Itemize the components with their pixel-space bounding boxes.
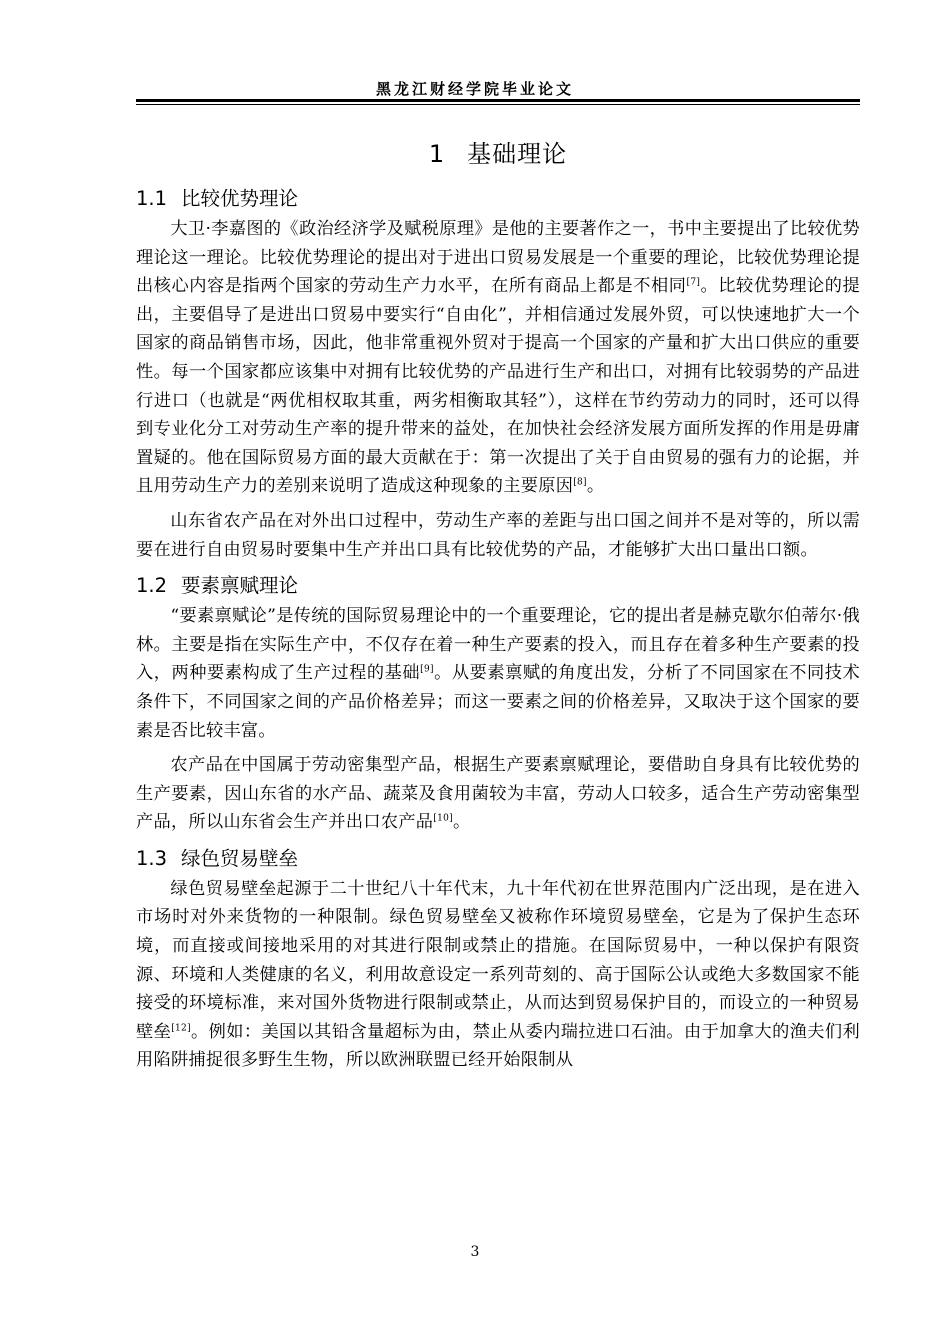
citation: [9] [420,664,434,675]
page-content [136,130,860,1081]
paragraph-text: 。 [452,812,471,833]
paragraph [136,875,860,1075]
section-heading-1-2 [136,570,860,602]
section-number: 1.3 [136,846,168,870]
paragraph-text: 农产品在中国属于劳动密集型产品，根据生产要素禀赋理论，要借助自身具有比较优势的生产要素，因山东省的水产品、蔬菜及食用菌较为丰富，劳动人口较多，适合生产劳动密集型产品，所以山东省会生产并出口农产品 [136,755,860,833]
section-number: 1.2 [136,574,168,598]
citation: [7] [686,277,701,288]
paragraph-text: “要素禀赋论”是传统的国际贸易理论中的一个重要理论，它的提出者是赫克歇尔伯蒂尔·俄林。主要是指在实际生产中，不仅存在着一种生产要素的投入，而且存在着多种生产要素的投入，两种要素构成了生产过程的基础 [136,606,860,684]
paragraph-text: 大卫·李嘉图的《政治经济学及赋税原理》是他的主要著作之一，书中主要提出了比较优势理论这一理论。比较优势理论的提出对于进出口贸易发展是一个重要的理论，比较优势理论提出核心内容是指两个国家的劳动生产力水平，在所有商品上都是不相同 [136,219,860,297]
section-number: 1.1 [136,187,168,210]
citation: [10] [433,813,453,824]
header-rule-thick [136,99,860,102]
section-title: 比较优势理论 [181,187,299,210]
paragraph [136,751,860,837]
paragraph-text: 。 [586,476,605,497]
chapter-title: 基础理论 [467,140,568,168]
page-number: 3 [470,1244,480,1260]
citation: [8] [573,477,587,488]
header-rule-thin [136,104,860,105]
paragraph: 山东省农产品在对外出口过程中，劳动生产率的差距与出口国之间并不是对等的，所以需要在进行自由贸易时要集中生产并出口具有比较优势的产品，才能够扩大出口量出口额。 [136,510,860,560]
section-title: 要素禀赋理论 [181,574,299,598]
paragraph-text: 。例如：美国以其铅含量超标为由，禁止从委内瑞拉进口石油。由于加拿大的渔夫们利用陷阱捕捉很多野生生物，所以欧洲联盟已经开始限制从 [136,1021,860,1071]
section-heading-1-1 [136,183,860,215]
paragraph-text: 。比较优势理论的提出，主要倡导了是进出口贸易中要实行“自由化”，并相信通过发展外贸，可以快速地扩大一个国家的商品销售市场，因此，他非常重视外贸对于提高一个国家的产量和扩大出口供应的重要性。每一个国家都应该集中对拥有比较优势的产品进行生产和出口，对拥有比较弱势的产品进行进口（也就是“两优相权取其重，两劣相衡取其轻”），这样在节约劳动力的同时，还可以得到专业化分工对劳动生产率的提升带来的益处，在加快社会经济发展方面所发挥的作用是毋庸置疑的。他在国际贸易方面的最大贡献在于：第一次提出了关于自由贸易的强有力的论据，并且用劳动生产力的差别来说明了造成这种现象的主要原因 [136,276,860,497]
paragraph-text: 绿色贸易壁垒起源于二十世纪八十年代末，九十年代初在世界范围内广泛出现，是在进入市场时对外来货物的一种限制。绿色贸易壁垒又被称作环境贸易壁垒，它是为了保护生态环境，而直接或间接地采用的对其进行限制或禁止的措施。在国际贸易中，一种以保护有限资源、环境和人类健康的名义，利用故意设定一系列苛刻的、高于国际公认或绝大多数国家不能接受的环境标准，来对国外货物进行限制或禁止，从而达到贸易保护目的，而设立的一种贸易壁垒 [136,878,860,1042]
chapter-heading [136,134,860,169]
citation: [12] [171,1023,191,1034]
section-title: 绿色贸易壁垒 [181,846,299,870]
paragraph-text: 。从要素禀赋的角度出发，分析了不同国家在不同技术条件下，不同国家之间的产品价格差异；而这一要素之间的价格差异，又取决于这个国家的要素是否比较丰富。 [136,663,860,741]
running-header: 黑龙江财经学院毕业论文 [375,80,574,98]
paragraph [136,602,860,745]
section-heading-1-3 [136,843,860,875]
chapter-number: 1 [428,140,446,168]
paragraph [136,215,860,501]
